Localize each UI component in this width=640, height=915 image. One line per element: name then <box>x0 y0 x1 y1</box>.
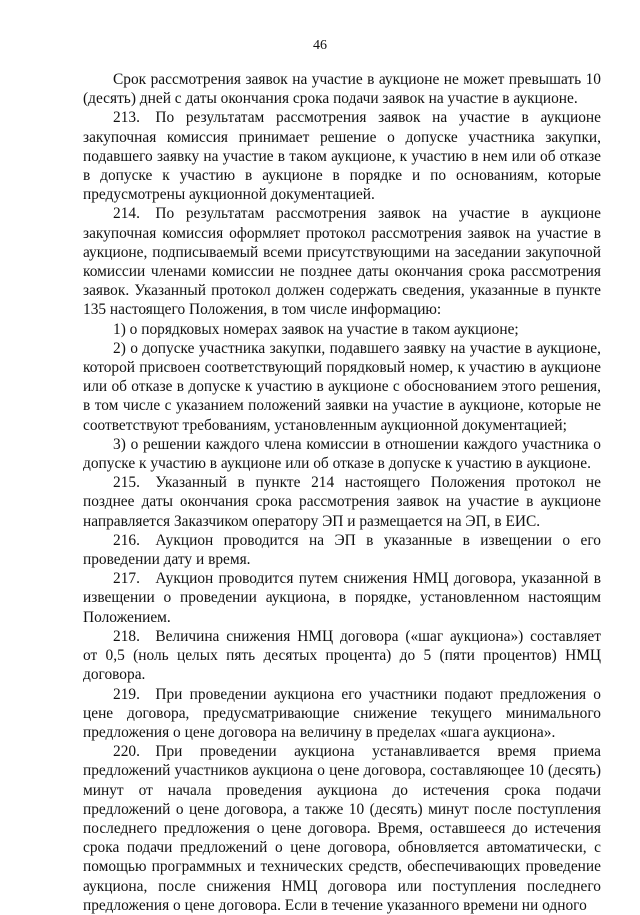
list-item-1: 1) о порядковых номерах заявок на участие в таком аукционе; <box>113 320 519 338</box>
paragraph-220: 220. При проведении аукциона устанавливается время приема предложений участников аукциона о цене договора, составляющее 10 (десять) минут от начала проведения аукциона до истечения срока подачи предложений о цене договора, а также 10 (десять) минут после поступления последнего предложения о цене договора. Время, оставшееся до истечения срока подачи предложений о цене договора, обновляется автоматически, с помощью программных и технических средств, обеспечивающих проведение аукциона, после снижения НМЦ договора или поступления последнего предложения о цене договора. Если в течение указанного времени ни одного <box>83 743 601 914</box>
paragraph-213: 213. По результатам рассмотрения заявок на участие в аукционе закупочная комиссия принимает решение о допуске участника закупки, подавшего заявку на участие в таком аукционе, к участию в нем или об отказе в допуске к участию в аукционе в порядке и по основаниям, которые предусмотрены аукционной документацией. <box>83 109 601 204</box>
page-number: 46 <box>313 38 327 53</box>
paragraph-215: 215. Указанный в пункте 214 настоящего Положения протокол не позднее даты окончания срока рассмотрения заявок на участие в аукционе направляется Заказчиком оператору ЭП и размещается на ЭП, в ЕИС. <box>83 474 601 530</box>
paragraph-218: 218. Величина снижения НМЦ договора («шаг аукциона») составляет от 0,5 (ноль целых пять десятых процента) до 5 (пяти процентов) НМЦ договора. <box>83 627 601 684</box>
list-item-2: 2) о допуске участника закупки, подавшего заявку на участие в аукционе, которой присвоен соответствующий порядковый номер, к участию в аукционе или об отказе в допуске к участию в аукционе с обоснованием этого решения, в том числе с указанием положений заявки на участие в аукционе, которые не соответствуют требованиям, установленным аукционной документацией; <box>83 339 601 434</box>
paragraph-217: 217. Аукцион проводится путем снижения НМЦ договора, указанной в извещении о проведении аукциона, в порядке, установленном настоящим Положением. <box>83 570 601 626</box>
paragraph-intro: Срок рассмотрения заявок на участие в аукционе не может превышать 10 (десять) дней с даты окончания срока подачи заявок на участие в аукционе. <box>83 71 601 108</box>
paragraph-216: 216. Аукцион проводится на ЭП в указанные в извещении о его проведении дату и время. <box>83 531 601 569</box>
list-item-3: 3) о решении каждого члена комиссии в отношении каждого участника о допуске к участию в аукционе или об отказе в допуске к участию в аукционе. <box>83 435 601 473</box>
paragraph-214: 214. По результатам рассмотрения заявок на участие в аукционе закупочная комиссия оформляет протокол рассмотрения заявок на участие в аукционе, подписываемый всеми присутствующими на заседании закупочной комиссии членами комиссии не позднее даты окончания срока рассмотрения заявок. Указанный протокол должен содержать сведения, указанные в пункте 135 настоящего Положения, в том числе информацию: <box>83 205 601 319</box>
document-body <box>83 70 601 915</box>
paragraph-219: 219. При проведении аукциона его участники подают предложения о цене договора, предусматривающие снижение текущего минимального предложения о цене договора на величину в пределах «шага аукциона». <box>83 685 601 741</box>
